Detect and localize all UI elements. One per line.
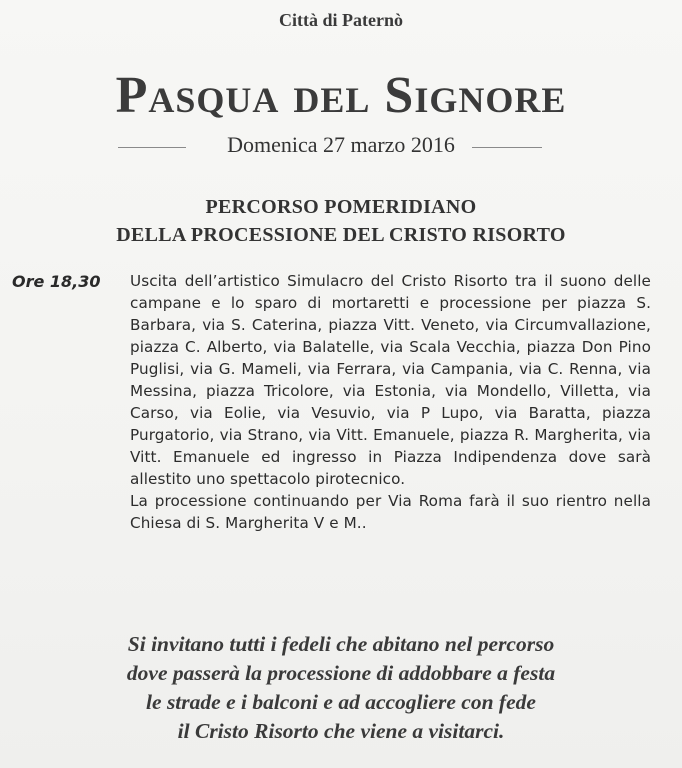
subtitle-line-1: PERCORSO POMERIDIANO <box>205 196 477 218</box>
route-paragraph: Uscita dell’artistico Simulacro del Cristo Risorto tra il suono delle campane e lo sparo di mortaretti e processione per piazza S. Barbara, via S. Caterina, piazza Vitt. Veneto, via Circumvallazione, piazza C. Alberto, via Balatelle, via Scala Vecchia, piazza Don Pino Puglisi, via G. Mameli, via Ferrara, via Campania, via C. Renna, via Messina, piazza Tricolore, via Estonia, via Mondello, Villetta, via Carso, via Eolie, via Vesuvio, via P Lupo, via Baratta, piazza Purgatorio, via Strano, via Vitt. Emanuele, piazza R. Margherita, via Vitt. Emanuele ed ingresso in Piazza Indipendenza dove sarà allestito uno spettacolo pirotecnico. <box>130 272 651 488</box>
page-title: Pasqua del Signore <box>115 67 567 124</box>
closing-line-1: Si invitano tutti i fedeli che abitano nel percorso <box>127 632 555 656</box>
closing-line-2: dove passerà la processione di addobbare a festa <box>126 661 556 685</box>
schedule-time: Ore 18,30 <box>12 272 101 291</box>
closing-invitation <box>0 630 682 746</box>
closing-line-4: il Cristo Risorto che viene a visitarci. <box>177 719 505 743</box>
subtitle-line-2: DELLA PROCESSIONE DEL CRISTO RISORTO <box>116 224 566 246</box>
schedule-description <box>130 270 651 534</box>
date-rule-right <box>472 147 542 148</box>
closing-line-3: le strade e i balconi e ad accogliere con fede <box>146 690 536 714</box>
return-paragraph: La processione continuando per Via Roma farà il suo rientro nella Chiesa di S. Margherita V e M.. <box>130 492 651 532</box>
event-date: Domenica 27 marzo 2016 <box>227 132 455 157</box>
city-header: Città di Paternò <box>279 10 403 30</box>
